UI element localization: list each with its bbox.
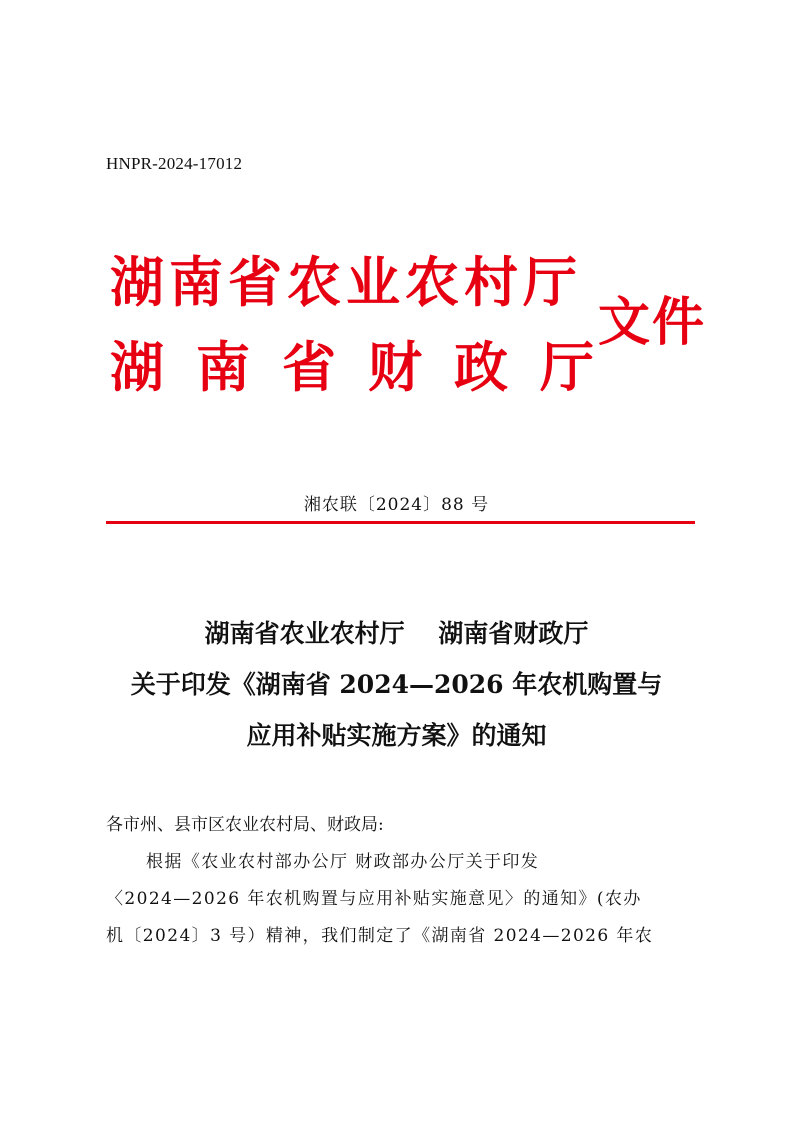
document-title <box>0 608 793 761</box>
issuing-authority-header <box>110 248 710 418</box>
title-line: 湖南省农业农村厅 湖南省财政厅 <box>204 619 589 648</box>
issuer-char: 湖 <box>110 336 164 399</box>
issuer-finance-department <box>110 333 626 403</box>
serial-number: 湘农联〔2024〕88 号 <box>303 495 490 515</box>
body-line: 根据《农业农村部办公厅 财政部办公厅关于印发 <box>146 852 540 872</box>
title-line: 应用补贴实施方案》的通知 <box>246 721 547 750</box>
document-type-label: 文件 <box>598 293 707 353</box>
issuer-char: 湖 <box>110 251 164 314</box>
issuer-char: 厅 <box>523 251 577 314</box>
body-line: 机〔2024〕3 号）精神，我们制定了《湖南省 2024—2026 年农 <box>106 926 654 946</box>
issuer-char: 省 <box>282 336 336 399</box>
issuer-char: 村 <box>464 251 518 314</box>
issuer-char: 南 <box>196 336 250 399</box>
issuer-char: 南 <box>169 251 223 314</box>
issuer-char: 政 <box>454 336 508 399</box>
issuer-char: 农 <box>405 251 459 314</box>
issuer-char: 厅 <box>540 336 594 399</box>
issuer-char: 省 <box>228 251 282 314</box>
document-number: HNPR-2024-17012 <box>106 154 243 173</box>
issuer-char: 业 <box>346 251 400 314</box>
body-line: 〈2024—2026 年农机购置与应用补贴实施意见〉的通知》(农办 <box>106 889 642 909</box>
issuer-agriculture-department <box>110 248 582 318</box>
red-divider-line <box>106 521 695 524</box>
document-body <box>106 807 696 955</box>
title-line: 关于印发《湖南省 2024—2026 年农机购置与 <box>130 670 663 699</box>
issuer-char: 农 <box>287 251 341 314</box>
issuer-char: 财 <box>368 336 422 399</box>
salutation: 各市州、县市区农业农村局、财政局: <box>106 815 384 835</box>
